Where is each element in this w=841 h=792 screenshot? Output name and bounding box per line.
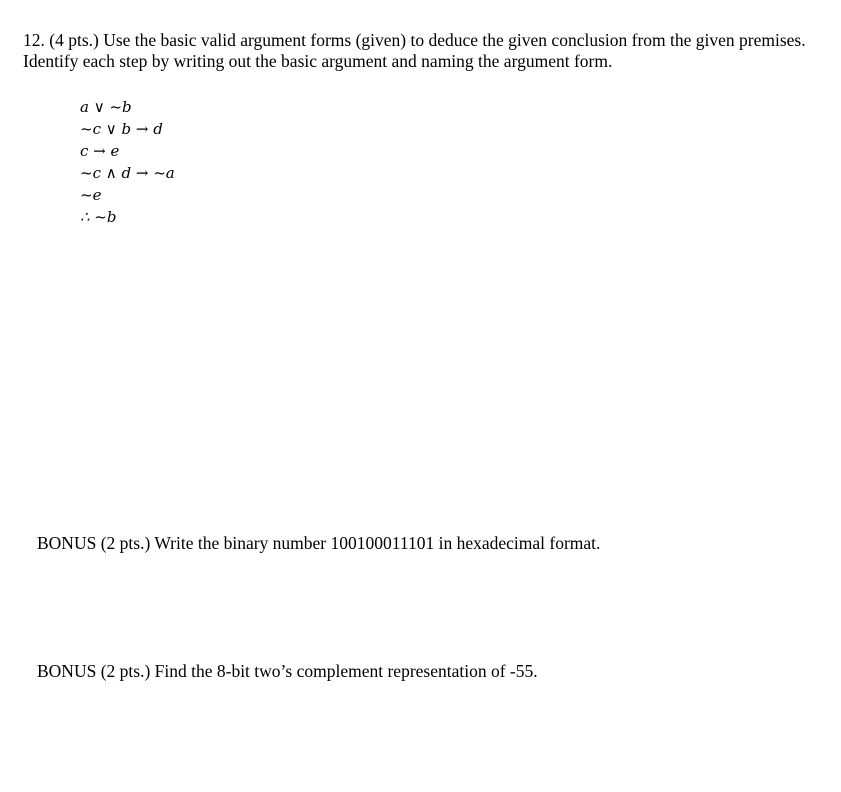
conclusion: ∴ ~b [80, 208, 117, 226]
question-12-text: 12. (4 pts.) Use the basic valid argument forms (given) to deduce the given conclusion from the given premises. Identify each step by writing out the basic argument and naming the argument form. [23, 30, 806, 71]
bonus-question-twos-complement: BONUS (2 pts.) Find the 8-bit two’s complement representation of -55. [37, 661, 538, 681]
premise-list [80, 96, 175, 228]
premise-1: a ∨ ~b [80, 98, 132, 116]
question-12 [23, 30, 813, 72]
bonus-question-hex: BONUS (2 pts.) Write the binary number 100100011101 in hexadecimal format. [37, 533, 601, 553]
premise-4: ~c ∧ d → ~a [80, 164, 175, 182]
premise-2: ~c ∨ b → d [80, 120, 163, 138]
premise-5: ~e [80, 186, 102, 204]
premise-3: c → e [80, 142, 120, 160]
